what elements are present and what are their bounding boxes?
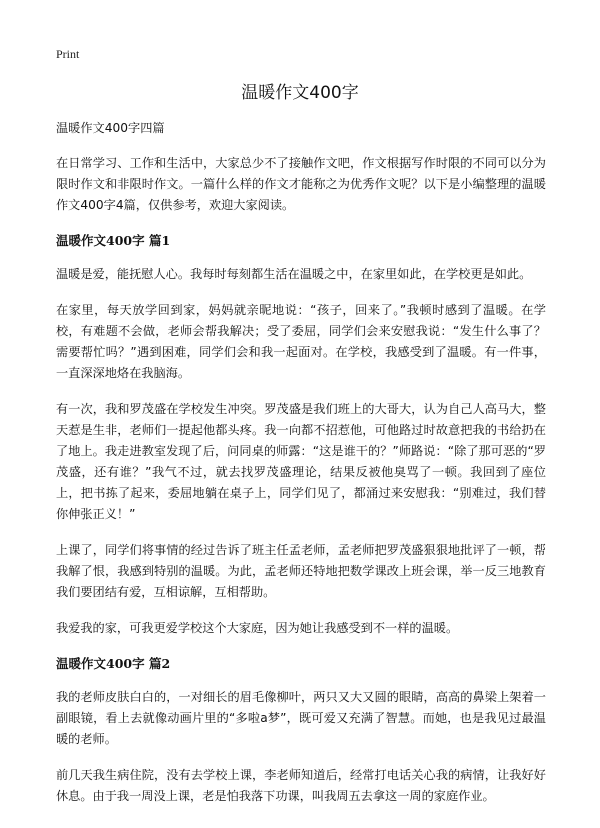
section-1-paragraph: 上课了，同学们将事情的经过告诉了班主任孟老师，孟老师把罗茂盛狠狠地批评了一顿，帮我解了恨，我感到特别的温暖。为此，孟老师还特地把数学课改上班会课，举一反三地教育我们要团结有爱，互相谅解，互相帮助。	[56, 543, 546, 599]
section-1-paragraph: 在家里，每天放学回到家，妈妈就亲昵地说：“孩子，回来了。”我顿时感到了温暖。在学校，有难题不会做，老师会帮我解决；受了委屈，同学们会来安慰我说：“发生什么事了？需要帮忙吗？”遇到困难，同学们会和我一起面对。在学校，我感受到了温暖。有一件事，一直深深地烙在我脑海。	[56, 303, 546, 380]
section-2-paragraph: 前几天我生病住院，没有去学校上课，李老师知道后，经常打电话关心我的病情，让我好好休息。由于我一周没上课，老是怕我落下功课，叫我周五去拿这一周的家庭作业。	[56, 768, 546, 803]
section-1-paragraph: 温暖是爱，能抚慰人心。我每时每刻都生活在温暖之中，在家里如此，在学校更是如此。	[56, 267, 532, 281]
section-1-paragraph: 有一次，我和罗茂盛在学校发生冲突。罗茂盛是我们班上的大哥大，认为自己人高马大，整天惹是生非，老师们一提起他都头疼。我一向都不招惹他，可他路过时故意把我的书给扔在了地上。我走进教室发现了后，问同桌的师露：“这是谁干的？”师路说：“除了那可恶的“罗茂盛，还有谁？”我气不过，就去找罗茂盛理论，结果反被他臭骂了一顿。我回到了座位上，把书拣了起来，委屈地躺在桌子上，同学们见了，都涌过来安慰我：“别难过，我们替你伸张正义！”	[56, 402, 546, 521]
article-body	[56, 118, 546, 822]
print-link[interactable]: Print	[56, 47, 80, 61]
page-title: 温暖作文400字	[241, 83, 359, 103]
intro-paragraph: 在日常学习、工作和生活中，大家总少不了接触作文吧，作文根据写作时限的不同可以分为限时作文和非限时作文。一篇什么样的作文才能称之为优秀作文呢？以下是小编整理的温暖作文400字4篇，仅供参考，欢迎大家阅读。	[56, 156, 546, 212]
article-subtitle: 温暖作文400字四篇	[56, 121, 165, 135]
section-heading-1: 温暖作文400字 篇1	[56, 233, 171, 248]
section-heading-2: 温暖作文400字 篇2	[56, 656, 171, 671]
section-1-paragraph: 我爱我的家，可我更爱学校这个大家庭，因为她让我感受到不一样的温暖。	[56, 621, 459, 635]
section-2-paragraph: 我的老师皮肤白白的，一对细长的眉毛像柳叶，两只又大又圆的眼睛，高高的鼻梁上架着一副眼镜，看上去就像动画片里的“多啦a梦”，既可爱又充满了智慧。而她，也是我见过最温暖的老师。	[56, 690, 546, 746]
